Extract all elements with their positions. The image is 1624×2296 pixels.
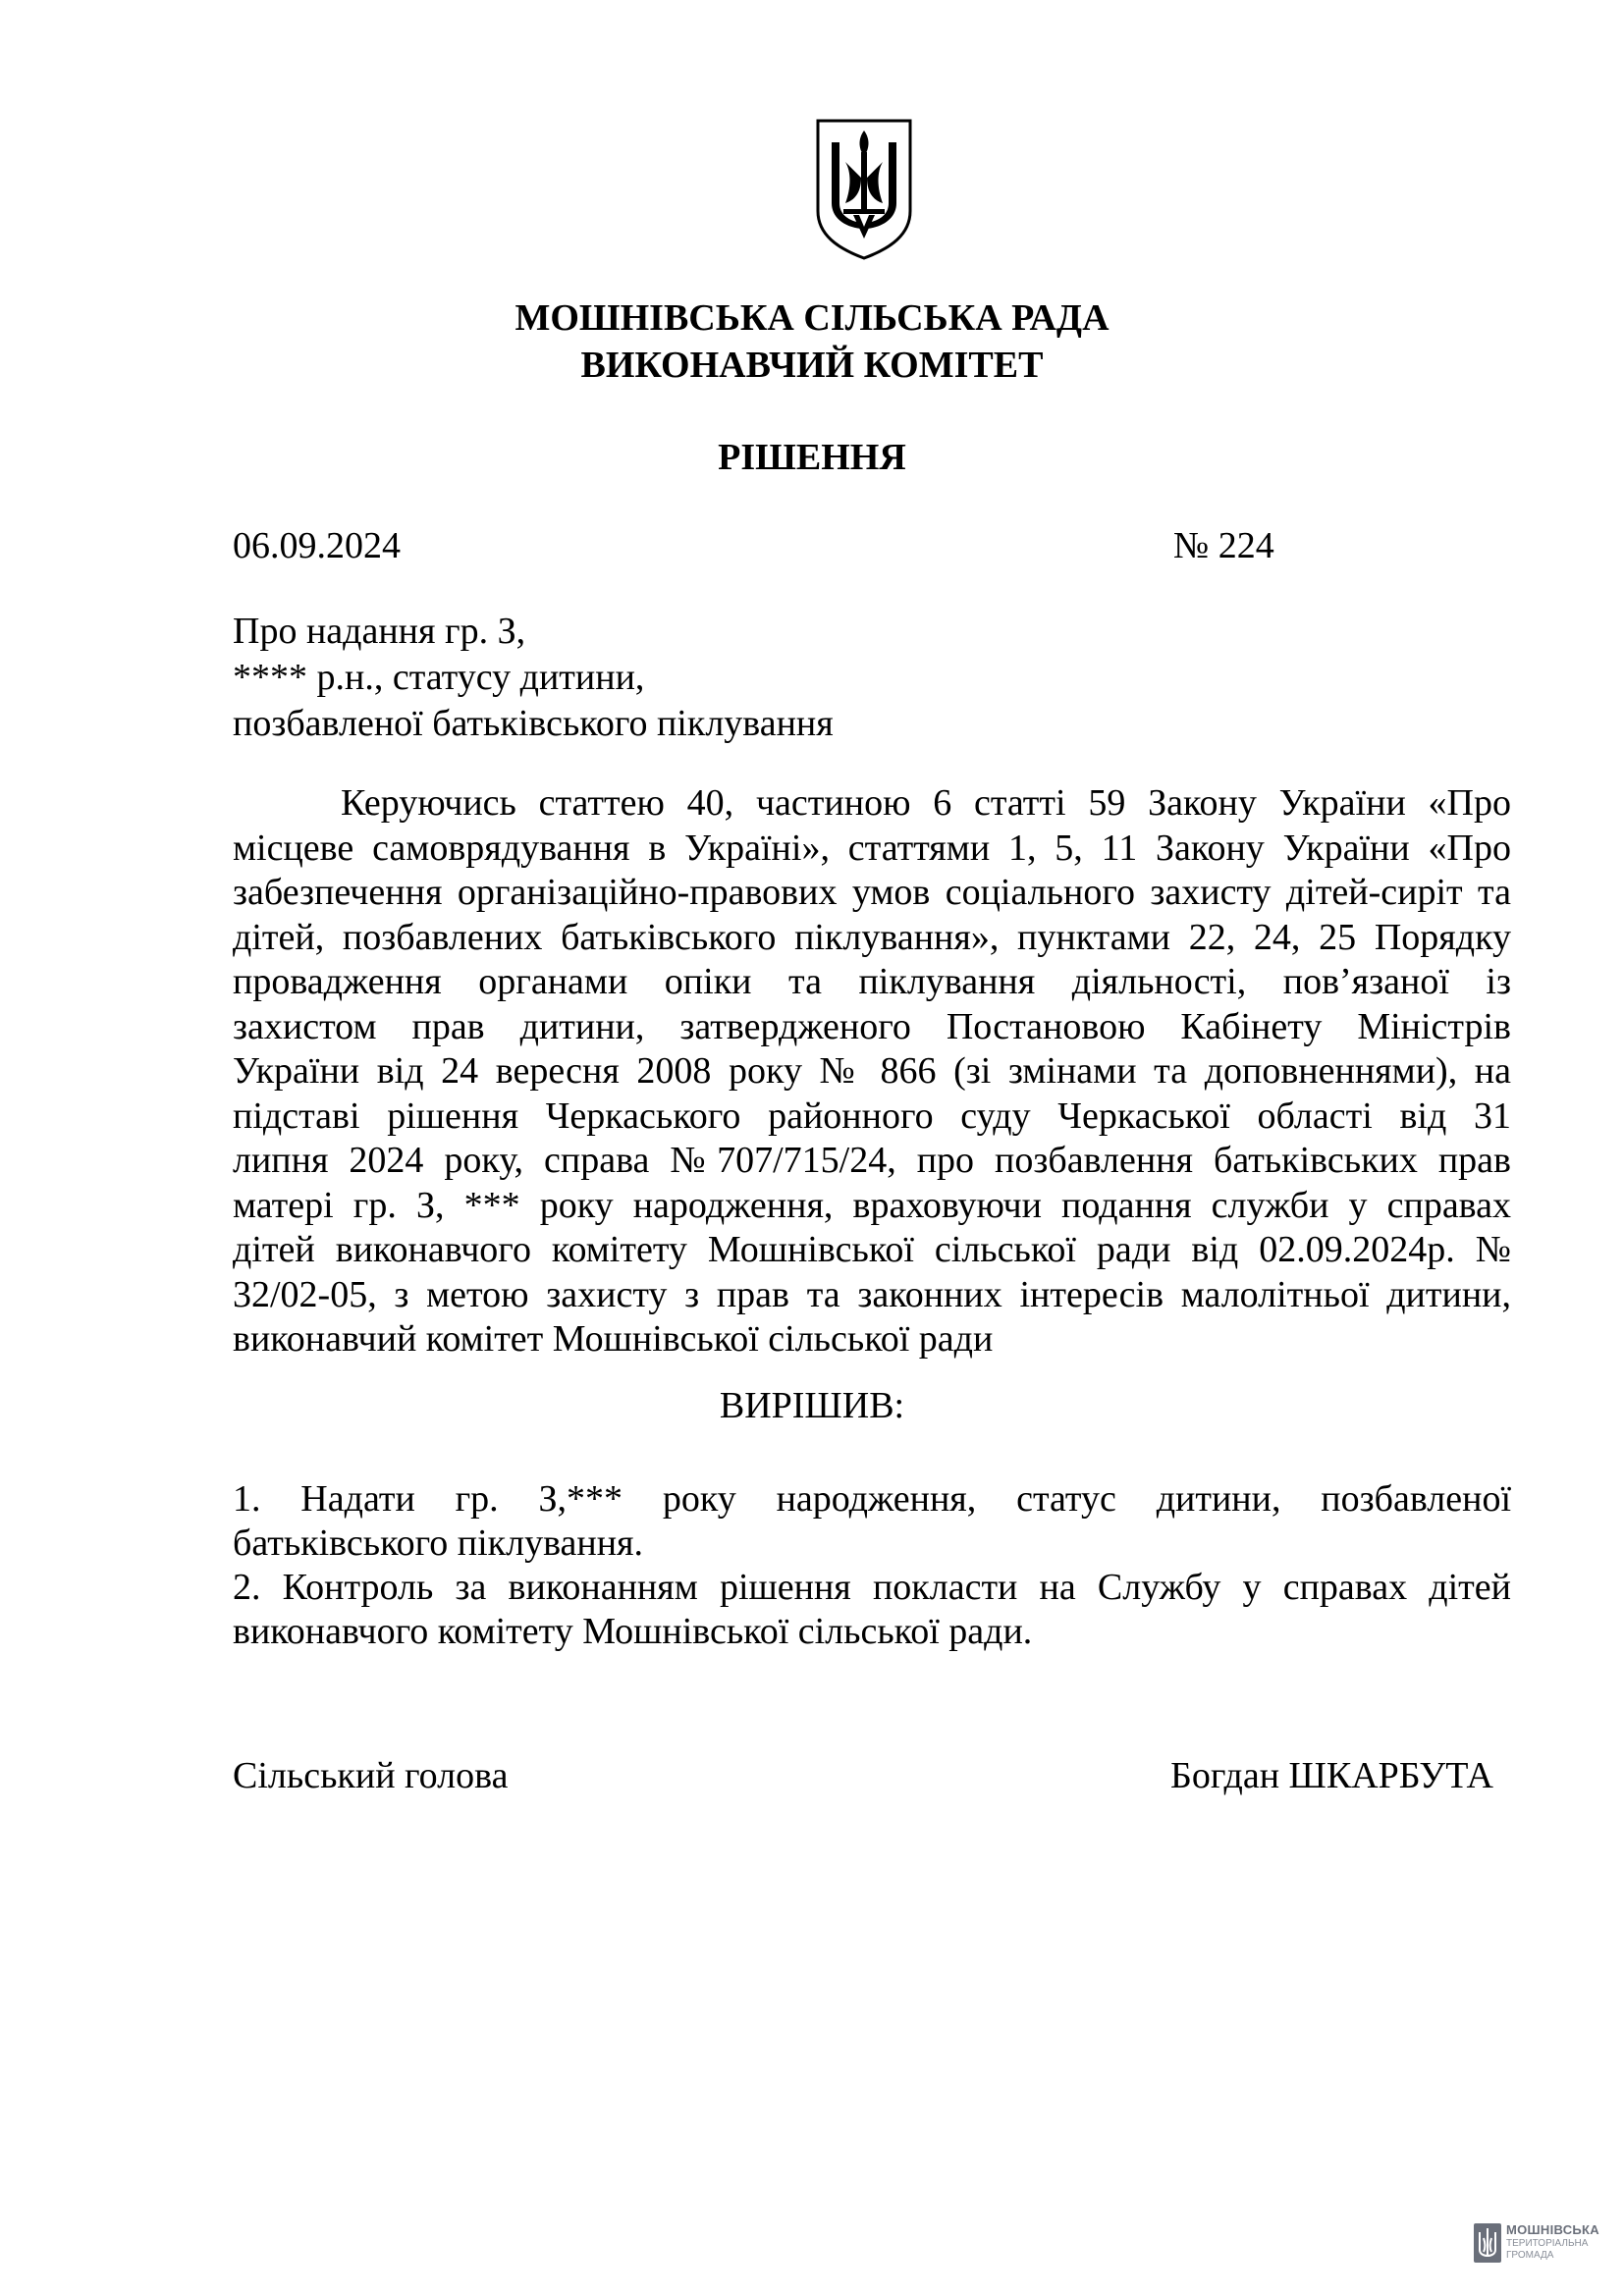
preamble-line: матері гр. З, *** року народження, враховуючи подання служби у справах: [233, 1184, 1511, 1226]
issuer-header: [0, 294, 1624, 389]
resolved-heading: ВИРІШИВ:: [719, 1385, 905, 1426]
decision-number: № 224: [1173, 525, 1274, 566]
resolution-items: [233, 1477, 1511, 1654]
community-emblem-icon: [1473, 2222, 1502, 2264]
decision-title: РІШЕННЯ: [718, 437, 906, 478]
preamble-line: дітей, позбавлених батьківського піклування», пунктами 22, 24, 25 Порядку: [233, 916, 1511, 958]
decision-subject: [233, 609, 834, 747]
council-name: МОШНІВСЬКА СІЛЬСЬКА РАДА: [514, 297, 1110, 339]
preamble-line: України від 24 вересня 2008 року № 866 (зі змінами та доповненнями), на: [233, 1050, 1511, 1092]
subject-line: позбавленої батьківського піклування: [233, 703, 834, 744]
preamble-line: захистом прав дитини, затвердженого Постановою Кабінету Міністрів: [233, 1005, 1511, 1047]
preamble-line: виконавчий комітет Мошнівської сільської ради: [233, 1318, 994, 1360]
committee-name: ВИКОНАВЧИЙ КОМІТЕТ: [580, 345, 1044, 386]
preamble-paragraph: [233, 781, 1511, 1362]
logo-title: МОШНІВСЬКА: [1506, 2222, 1599, 2237]
preamble-line: дітей виконавчого комітету Мошнівської сільської ради від 02.09.2024р. №: [233, 1229, 1511, 1270]
resolution-line: виконавчого комітету Мошнівської сільської ради.: [233, 1611, 1033, 1652]
logo-subtitle-2: ГРОМАДА: [1506, 2250, 1554, 2261]
preamble-line: провадження органами опіки та піклування діяльності, пов’язаної із: [233, 961, 1511, 1002]
subject-line: Про надання гр. З,: [233, 611, 526, 652]
decision-date: 06.09.2024: [233, 525, 401, 566]
resolution-line: 2. Контроль за виконанням рішення покласти на Службу у справах дітей: [233, 1567, 1511, 1608]
preamble-line: 32/02-05, з метою захисту з прав та законних інтересів малолітньої дитини,: [233, 1273, 1511, 1315]
community-logo: [1473, 2220, 1610, 2269]
resolution-line: батьківського піклування.: [233, 1522, 644, 1564]
resolution-line: 1. Надати гр. З,*** року народження, статус дитини, позбавленої: [233, 1478, 1511, 1520]
preamble-line: забезпечення організаційно-правових умов соціального захисту дітей-сиріт та: [233, 872, 1511, 913]
signer-name: Богдан ШКАРБУТА: [1170, 1755, 1493, 1796]
logo-subtitle: ТЕРИТОРІАЛЬНА: [1506, 2238, 1589, 2249]
preamble-line: місцеве самоврядування в Україні», статтями 1, 5, 11 Закону України «Про: [233, 827, 1511, 869]
tryzub-emblem-icon: [810, 113, 918, 260]
preamble-line: Керуючись статтею 40, частиною 6 статті 59 Закону України «Про: [341, 782, 1511, 824]
preamble-line: підставі рішення Черкаського районного суду Черкаської області від 31: [233, 1095, 1511, 1137]
signer-title: Сільський голова: [233, 1755, 509, 1796]
subject-line: **** р.н., статусу дитини,: [233, 657, 645, 698]
preamble-line: липня 2024 року, справа №707/715/24, про позбавлення батьківських прав: [233, 1140, 1511, 1181]
